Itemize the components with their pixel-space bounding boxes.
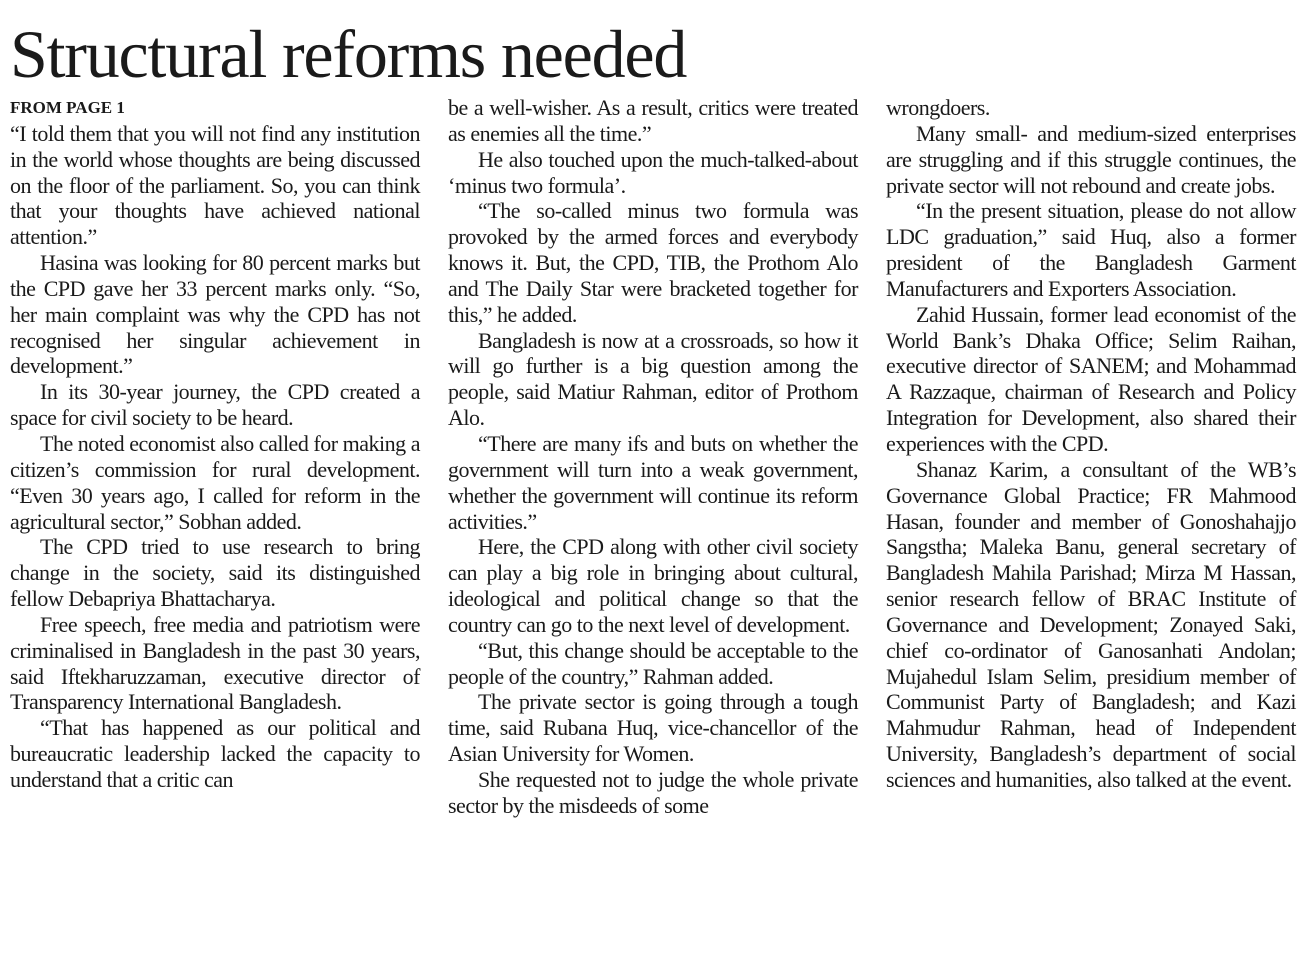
paragraph: The CPD tried to use research to bring change in the society, said its distinguished fellow Debapriya Bhattacharya. (10, 534, 420, 612)
paragraph: “There are many ifs and buts on whether the government will turn into a weak government, whether the government will continue its reform activities.” (448, 430, 858, 534)
paragraph: wrongdoers. (886, 95, 990, 120)
headline: Structural reforms needed (10, 16, 687, 92)
paragraph: He also touched upon the much-talked-about ‘minus two formula’. (448, 146, 858, 198)
article-column-2 (448, 95, 858, 819)
paragraph: be a well-wisher. As a result, critics were treated as enemies all the time.” (448, 95, 858, 146)
paragraph: She requested not to judge the whole private sector by the misdeeds of some (448, 766, 858, 818)
paragraph: The private sector is going through a tough time, said Rubana Huq, vice-chancellor of the Asian University for Women. (448, 689, 858, 767)
paragraph: Free speech, free media and patriotism were criminalised in Bangladesh in the past 30 years, said Iftekharuzzaman, executive director of Transparency International Bangladesh. (10, 611, 420, 715)
article-column-1 (10, 95, 420, 793)
paragraph: The noted economist also called for making a citizen’s commission for rural development. “Even 30 years ago, I called for reform in the agricultural sector,” Sobhan added. (10, 430, 420, 534)
from-page-kicker: FROM PAGE 1 (10, 98, 125, 117)
paragraph: In its 30-year journey, the CPD created a space for civil society to be heard. (10, 379, 420, 431)
paragraph: Shanaz Karim, a consultant of the WB’s Governance Global Practice; FR Mahmood Hasan, founder and member of Gonoshahajjo Sangstha; Maleka Banu, general secretary of Bangladesh Mahila Parishad; Mirza M Hassan, senior research fellow of BRAC Institute of Governance and Development; Zonayed Saki, chief co-ordinator of Ganosanhati Andolan; Mujahedul Islam Selim, presidium member of Communist Party of Bangladesh; and Kazi Mahmudur Rahman, head of Independent University, Bangladesh’s department of social sciences and humanities, also talked at the event. (886, 456, 1296, 792)
paragraph: Hasina was looking for 80 percent marks but the CPD gave her 33 percent marks only. “So, her main complaint was why the CPD has not recognised her singular achievement in development.” (10, 250, 420, 379)
paragraph: “I told them that you will not find any institution in the world whose thoughts are being discussed on the floor of the parliament. So, you can think that your thoughts have achieved national attention.” (10, 120, 420, 250)
paragraph: “But, this change should be acceptable to the people of the country,” Rahman added. (448, 637, 858, 689)
paragraph: Bangladesh is now at a crossroads, so how it will go further is a big question among the people, said Matiur Rahman, editor of Prothom Alo. (448, 327, 858, 431)
paragraph: “The so-called minus two formula was provoked by the armed forces and everybody knows it. But, the CPD, TIB, the Prothom Alo and The Daily Star were bracketed together for this,” he added. (448, 198, 858, 327)
paragraph: “That has happened as our political and bureaucratic leadership lacked the capacity to understand that a critic can (10, 715, 420, 792)
article-column-3 (886, 95, 1296, 793)
paragraph: Many small- and medium-sized enterprises are struggling and if this struggle continues, the private sector will not rebound and create jobs. (886, 120, 1296, 198)
paragraph: Here, the CPD along with other civil society can play a big role in bringing about cultural, ideological and political change so that the country can go to the next level of development. (448, 534, 858, 637)
paragraph: “In the present situation, please do not allow LDC graduation,” said Huq, also a former president of the Bangladesh Garment Manufacturers and Exporters Association. (886, 198, 1296, 301)
paragraph: Zahid Hussain, former lead economist of the World Bank’s Dhaka Office; Selim Raihan, executive director of SANEM; and Mohammad A Razzaque, chairman of Research and Policy Integration for Development, also shared their experiences with the CPD. (886, 301, 1296, 456)
